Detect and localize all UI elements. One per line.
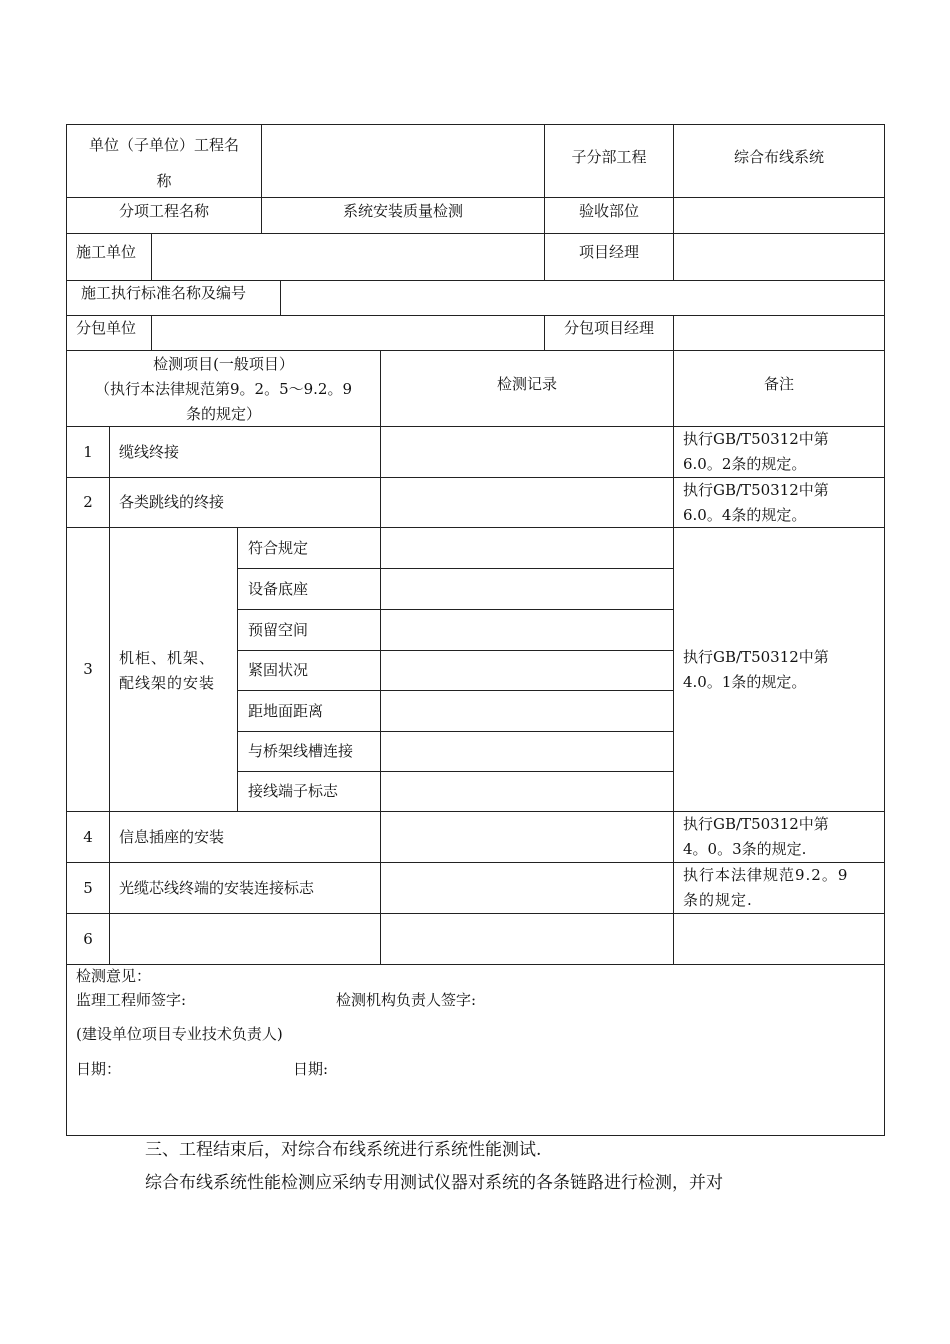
row-remark-cell xyxy=(673,862,885,914)
row-number-cell xyxy=(66,913,110,965)
sub-item-record-cell[interactable] xyxy=(380,568,674,610)
owner-technical-lead-note: (建设单位项目专业技术负责人) xyxy=(76,1025,283,1043)
row-remark-line1: 执行GB/T50312中第 xyxy=(683,815,829,833)
sub-item-label: 预留空间 xyxy=(248,621,309,639)
row-number-cell xyxy=(66,527,110,812)
sub-item-cell xyxy=(237,527,381,569)
row-remark-cell xyxy=(673,477,885,528)
unit-project-name-value-cell[interactable] xyxy=(261,124,545,198)
sub-item-record-cell[interactable] xyxy=(380,690,674,732)
inspection-item-header-cell xyxy=(66,350,381,427)
row-remark-line2: 条的规定. xyxy=(683,891,753,909)
row-item-cell xyxy=(109,477,381,528)
unit-project-name-label-line1: 单位（子单位）工程名 xyxy=(88,136,239,154)
standard-value-cell[interactable] xyxy=(280,280,885,316)
remark-header: 备注 xyxy=(763,375,794,393)
sub-item-record-cell[interactable] xyxy=(380,650,674,691)
row-remark-line2: 4。0。3条的规定. xyxy=(683,840,807,858)
acceptance-part-label-cell xyxy=(544,197,674,234)
sub-item-cell xyxy=(237,568,381,610)
row-item-cell xyxy=(109,811,381,863)
sub-division-value-cell[interactable] xyxy=(673,124,885,198)
construction-unit-label: 施工单位 xyxy=(76,243,137,261)
row-number: 4 xyxy=(83,828,93,846)
sub-item-label: 紧固状况 xyxy=(248,661,309,679)
row-record-cell[interactable] xyxy=(380,426,674,478)
sub-item-cell xyxy=(237,650,381,691)
subcontract-unit-value-cell[interactable] xyxy=(151,315,545,351)
row-remark-cell[interactable] xyxy=(673,913,885,965)
row-remark-line2: 4.0。1条的规定。 xyxy=(683,673,807,691)
inspection-item-header-line3: 条的规定） xyxy=(185,405,261,423)
unit-project-name-label-cell xyxy=(66,124,262,198)
sub-item-record-cell[interactable] xyxy=(380,731,674,772)
row-remark-line2: 6.0。2条的规定。 xyxy=(683,455,807,473)
date-right-label: 日期: xyxy=(293,1060,329,1078)
sub-item-cell xyxy=(237,731,381,772)
subcontract-unit-label: 分包单位 xyxy=(76,319,137,337)
row-item: 缆线终接 xyxy=(119,443,180,461)
row-remark-line1: 执行GB/T50312中第 xyxy=(683,481,829,499)
remark-header-cell xyxy=(673,350,885,427)
inspection-item-header-line2: （执行本法律规范第9。2。5～9.2。9 xyxy=(94,380,353,398)
project-manager-value-cell[interactable] xyxy=(673,233,885,281)
row-item-line1: 机柜、机架、 xyxy=(119,649,216,667)
row-item: 光缆芯线终端的安装连接标志 xyxy=(119,879,315,897)
row-number-cell xyxy=(66,426,110,478)
sub-item-cell xyxy=(237,690,381,732)
date-left-label: 日期： xyxy=(76,1060,122,1078)
record-header-cell xyxy=(380,350,674,427)
sub-item-label-cell xyxy=(66,197,262,234)
row-remark-cell xyxy=(673,426,885,478)
standard-label: 施工执行标准名称及编号 xyxy=(81,284,247,302)
row-item-cell xyxy=(109,426,381,478)
row-number: 3 xyxy=(83,660,93,678)
row-remark-cell xyxy=(673,811,885,863)
row-remark-line1: 执行GB/T50312中第 xyxy=(683,430,829,448)
sub-item-label: 符合规定 xyxy=(248,539,309,557)
sub-item-label: 分项工程名称 xyxy=(118,202,209,220)
standard-label-cell xyxy=(66,280,281,316)
acceptance-part-label: 验收部位 xyxy=(578,202,639,220)
row-remark-line2: 6.0。4条的规定。 xyxy=(683,506,807,524)
row-number: 6 xyxy=(83,930,93,948)
row-item-cell xyxy=(109,862,381,914)
row-record-cell[interactable] xyxy=(380,913,674,965)
paragraph-start: 综合布线系统性能检测应采纳专用测试仪器对系统的各条链路进行检测，并对 xyxy=(145,1173,723,1193)
sub-item-record-cell[interactable] xyxy=(380,527,674,569)
supervisor-signature-label: 监理工程师签字: xyxy=(76,991,187,1009)
row-number-cell xyxy=(66,811,110,863)
sub-item-cell xyxy=(237,771,381,812)
record-header: 检测记录 xyxy=(496,375,557,393)
inspection-item-header-line1: 检测项目(一般项目） xyxy=(153,355,294,373)
row-item-cell[interactable] xyxy=(109,913,381,965)
agency-signature-label: 检测机构负责人签字: xyxy=(336,991,477,1009)
project-manager-label: 项目经理 xyxy=(578,243,639,261)
opinion-label: 检测意见： xyxy=(76,967,152,985)
sub-item-value-cell[interactable] xyxy=(261,197,545,234)
sub-item-label: 与桥架线槽连接 xyxy=(248,742,354,760)
row-item-cell xyxy=(109,527,238,812)
sub-division-label: 子分部工程 xyxy=(571,148,647,166)
section-heading: 三、工程结束后，对综合布线系统进行系统性能测试. xyxy=(145,1140,542,1160)
sub-item-value: 系统安装质量检测 xyxy=(342,202,463,220)
row-record-cell[interactable] xyxy=(380,811,674,863)
sub-division-value: 综合布线系统 xyxy=(733,148,824,166)
subcontract-manager-label-cell xyxy=(544,315,674,351)
sub-item-label: 设备底座 xyxy=(248,580,309,598)
row-remark-cell xyxy=(673,527,885,812)
row-number: 2 xyxy=(83,493,93,511)
sub-item-label: 距地面距离 xyxy=(248,702,324,720)
row-number-cell xyxy=(66,862,110,914)
construction-unit-label-cell xyxy=(66,233,152,281)
acceptance-part-value-cell[interactable] xyxy=(673,197,885,234)
sub-item-cell xyxy=(237,609,381,651)
row-number: 5 xyxy=(83,879,93,897)
unit-project-name-label-line2: 称 xyxy=(156,172,172,190)
row-record-cell[interactable] xyxy=(380,477,674,528)
subcontract-unit-label-cell xyxy=(66,315,152,351)
sub-item-record-cell[interactable] xyxy=(380,609,674,651)
subcontract-manager-value-cell[interactable] xyxy=(673,315,885,351)
row-item: 信息插座的安装 xyxy=(119,828,225,846)
sub-item-label: 接线端子标志 xyxy=(248,782,339,800)
sub-item-record-cell[interactable] xyxy=(380,771,674,812)
sub-division-label-cell xyxy=(544,124,674,198)
row-remark-line1: 执行本法律规范9.2。9 xyxy=(683,866,849,884)
row-item-line2: 配线架的安装 xyxy=(119,674,216,692)
row-number-cell xyxy=(66,477,110,528)
construction-unit-value-cell[interactable] xyxy=(151,233,545,281)
row-number: 1 xyxy=(83,443,93,461)
project-manager-label-cell xyxy=(544,233,674,281)
subcontract-manager-label: 分包项目经理 xyxy=(563,319,654,337)
row-item: 各类跳线的终接 xyxy=(119,493,225,511)
row-remark-line1: 执行GB/T50312中第 xyxy=(683,648,829,666)
row-record-cell[interactable] xyxy=(380,862,674,914)
